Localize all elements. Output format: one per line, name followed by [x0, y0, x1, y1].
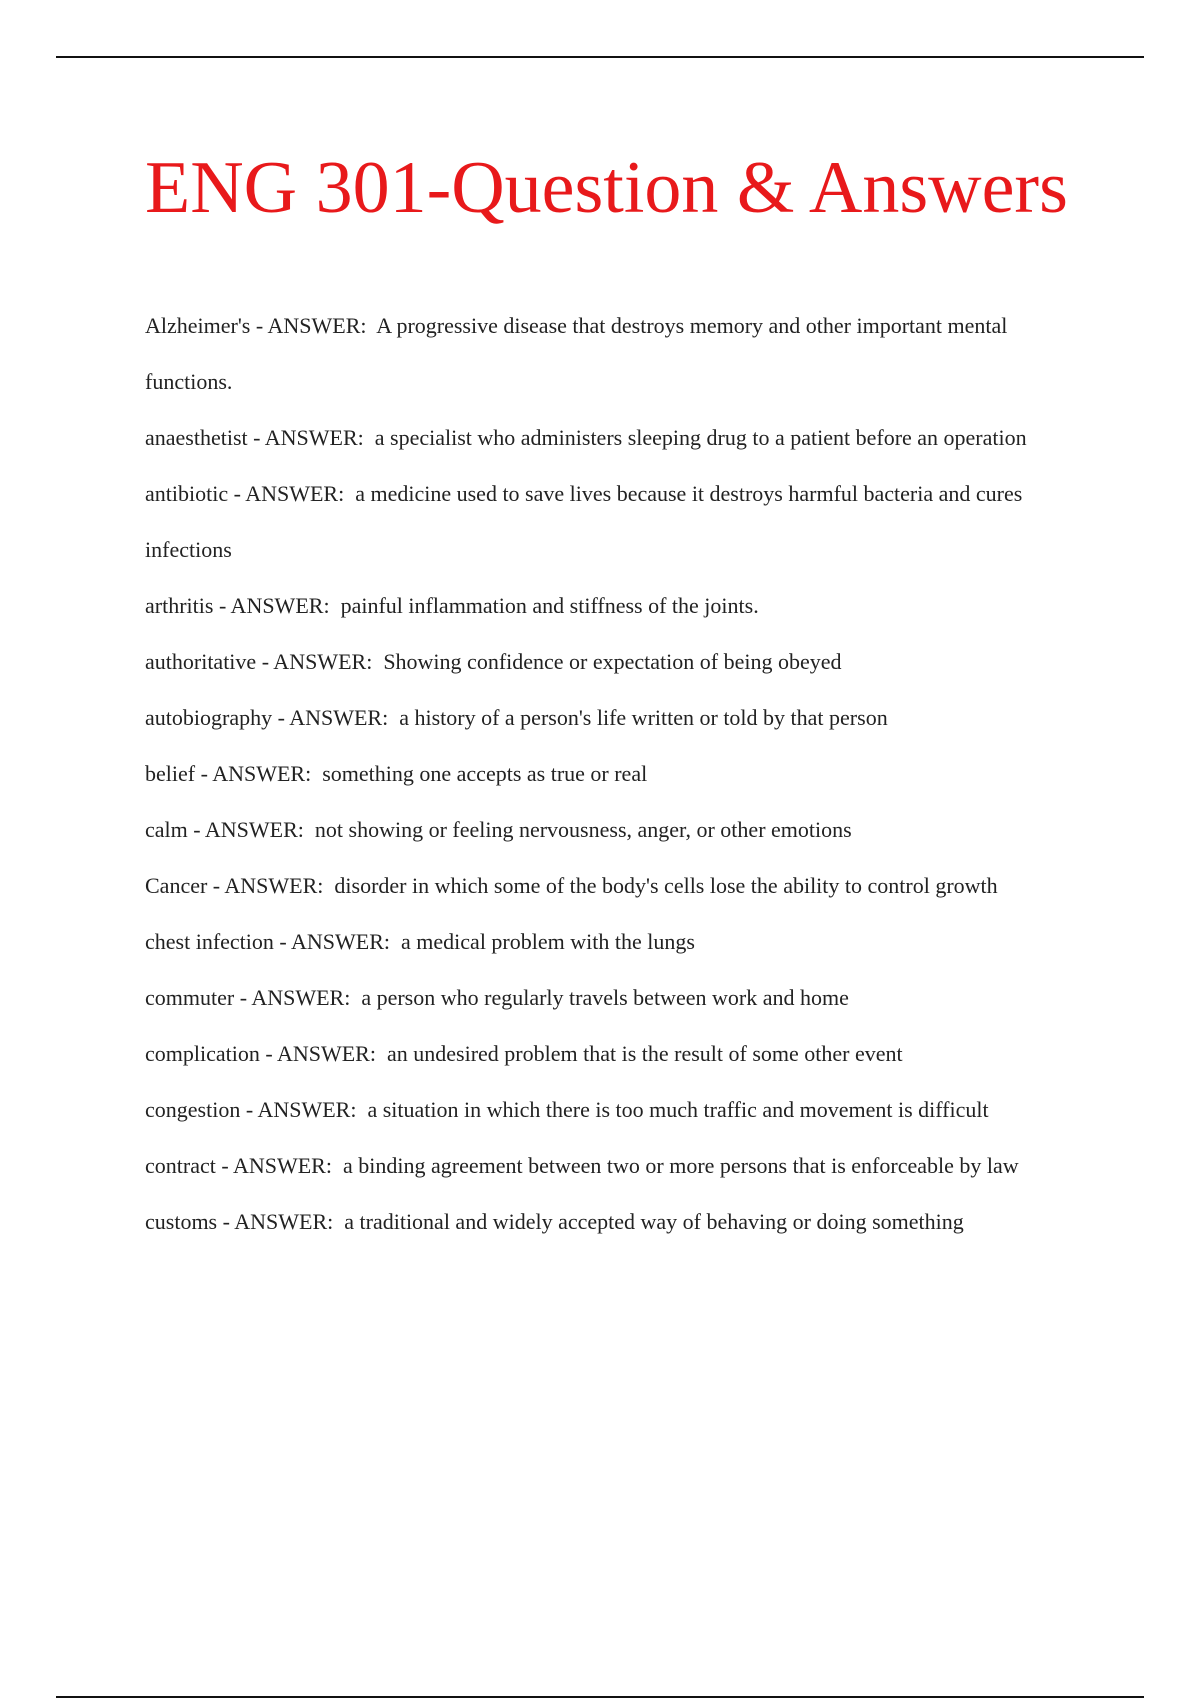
entry-separator: - ANSWER: [247, 425, 375, 450]
entry-separator: - ANSWER: [217, 1209, 345, 1234]
entry-separator: - ANSWER: [273, 929, 402, 954]
entry-definition: disorder in which some of the body's cells lose the ability to control growth [334, 873, 998, 898]
entry-separator: - ANSWER: [228, 481, 356, 506]
qa-entry [145, 1082, 1095, 1138]
entry-separator: - ANSWER: [195, 761, 323, 786]
entry-term: belief [145, 761, 196, 786]
entry-definition: a person who regularly travels between work and home [361, 985, 849, 1010]
entry-separator: - ANSWER: [187, 817, 315, 842]
entry-definition: a history of a person's life written or told by that person [399, 705, 888, 730]
qa-entry [145, 1138, 1095, 1194]
qa-entry [145, 858, 1095, 914]
entry-term: customs [145, 1209, 218, 1234]
entry-definition: Showing confidence or expectation of being obeyed [383, 649, 842, 674]
entry-term: autobiography [145, 705, 273, 730]
qa-entry [145, 1026, 1095, 1082]
entry-separator: - ANSWER: [213, 593, 341, 618]
entry-definition: not showing or feeling nervousness, anger, or other emotions [314, 817, 852, 842]
qa-entry [145, 634, 1095, 690]
entry-definition: a medical problem with the lungs [401, 929, 695, 954]
entry-definition: a traditional and widely accepted way of behaving or doing something [344, 1209, 964, 1234]
entry-definition: a medicine used to save lives because it destroys harmful bacteria and cures infections [145, 481, 1028, 562]
qa-entry [145, 578, 1095, 634]
entry-term: calm [145, 817, 188, 842]
entry-term: chest infection [145, 929, 274, 954]
entry-definition: A progressive disease that destroys memory and other important mental functions. [145, 313, 1013, 394]
qa-entry [145, 970, 1095, 1026]
entry-definition: a situation in which there is too much traffic and movement is difficult [367, 1097, 989, 1122]
entry-term: commuter [145, 985, 235, 1010]
entry-term: arthritis [145, 593, 214, 618]
entry-definition: painful inflammation and stiffness of the joints. [340, 593, 759, 618]
entry-term: contract [145, 1153, 216, 1178]
entry-term: authoritative [145, 649, 257, 674]
entry-separator: - ANSWER: [256, 649, 384, 674]
entry-separator: - ANSWER: [207, 873, 335, 898]
entry-definition: an undesired problem that is the result of some other event [386, 1041, 903, 1066]
qa-entry [145, 802, 1095, 858]
entry-definition: a specialist who administers sleeping drug to a patient before an operation [374, 425, 1027, 450]
entry-definition: something one accepts as true or real [322, 761, 648, 786]
entry-separator: - ANSWER: [259, 1041, 387, 1066]
entry-term: Cancer [145, 873, 208, 898]
entry-separator: - ANSWER: [234, 985, 362, 1010]
entry-separator: - ANSWER: [215, 1153, 343, 1178]
page-title: ENG 301-Question & Answers [145, 147, 1068, 229]
entry-term: antibiotic [145, 481, 229, 506]
entry-definition: a binding agreement between two or more persons that is enforceable by law [342, 1153, 1019, 1178]
entry-separator: - ANSWER: [240, 1097, 368, 1122]
qa-entry [145, 914, 1095, 970]
qa-entry [145, 690, 1095, 746]
qa-entry [145, 466, 1095, 578]
entry-term: anaesthetist [145, 425, 248, 450]
entry-term: congestion [145, 1097, 241, 1122]
qa-entry [145, 298, 1095, 410]
entry-separator: - ANSWER: [272, 705, 400, 730]
top-rule [56, 56, 1144, 58]
qa-entry [145, 1194, 1095, 1250]
qa-list [145, 298, 1095, 1250]
qa-entry [145, 746, 1095, 802]
entry-term: complication [145, 1041, 260, 1066]
entry-term: Alzheimer's [145, 313, 251, 338]
qa-entry [145, 410, 1095, 466]
bottom-rule [56, 1696, 1144, 1698]
entry-separator: - ANSWER: [250, 313, 377, 338]
